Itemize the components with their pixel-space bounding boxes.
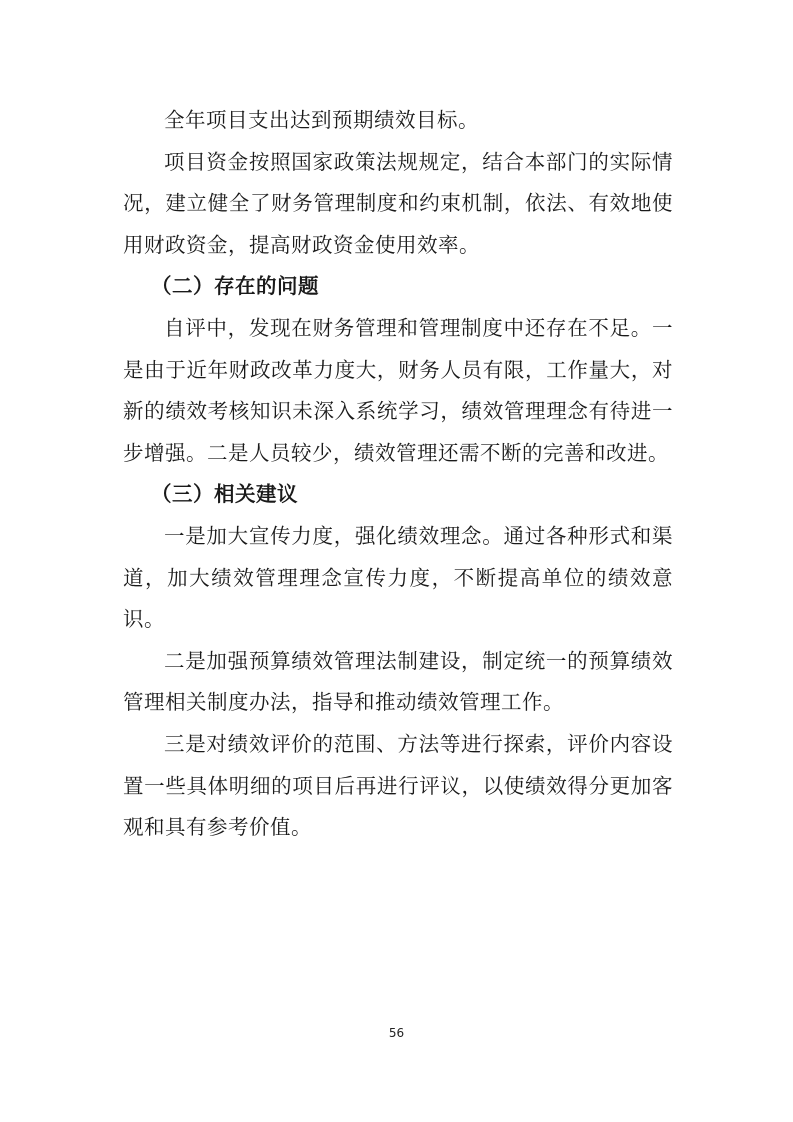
section-heading-problems: （二）存在的问题 [151,274,319,299]
paragraph-budget-goal: 全年项目支出达到预期绩效目标。 [164,108,479,132]
paragraph-suggestion-1: 一是加大宣传力度，强化绩效理念。通过各种形式和渠道，加大绩效管理理念宣传力度，不断提高单位的绩效意识。 [123,523,673,632]
section-heading-suggestions: （三）相关建议 [151,482,298,507]
paragraph-problems: 自评中，发现在财务管理和管理制度中还存在不足。一是由于近年财政改革力度大，财务人员有限，工作量大，对新的绩效考核知识未深入系统学习，绩效管理理念有待进一步增强。二是人员较少，绩效管理还需不断的完善和改进。 [123,315,673,465]
document-body [123,100,673,849]
page-number: 56 [388,1026,405,1040]
paragraph-suggestion-2: 二是加强预算绩效管理法制建设，制定统一的预算绩效管理相关制度办法，指导和推动绩效管理工作。 [123,648,673,715]
paragraph-fund-management: 项目资金按照国家政策法规规定，结合本部门的实际情况，建立健全了财务管理制度和约束机制，依法、有效地使用财政资金，提高财政资金使用效率。 [123,149,673,257]
paragraph-suggestion-3: 三是对绩效评价的范围、方法等进行探索，评价内容设置一些具体明细的项目后再进行评议，以使绩效得分更加客观和具有参考价值。 [123,731,673,840]
